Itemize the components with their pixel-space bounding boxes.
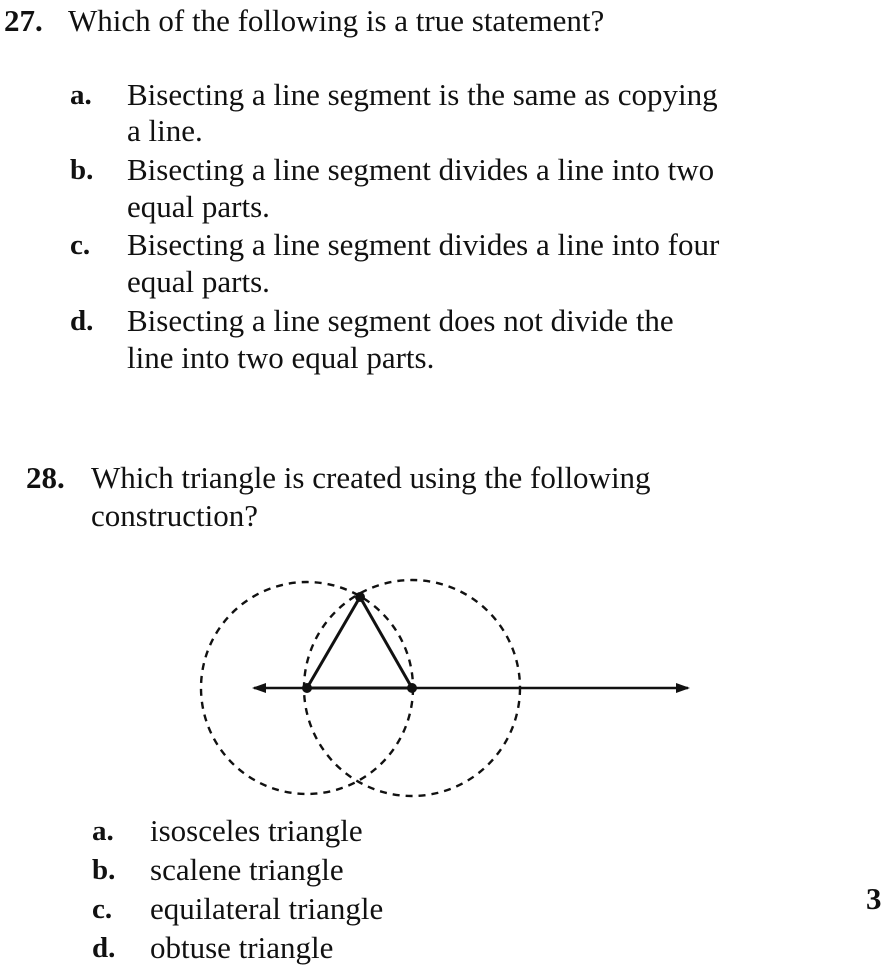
triangle-side-left (307, 597, 360, 688)
option-text-b-line-1: Bisecting a line segment divides a line into two (127, 152, 715, 187)
option-text-c-line-1: Bisecting a line segment divides a line into four (127, 227, 720, 262)
option-letter-d: d. (70, 305, 94, 337)
option-text-a-line-2: a line. (127, 113, 203, 148)
question-prompt-line-1: Which triangle is created using the following (91, 460, 651, 495)
option-text-d-line-2: line into two equal parts. (127, 340, 435, 375)
option-text-b-line-2: equal parts. (127, 189, 270, 224)
option-letter-c: c. (92, 893, 113, 925)
option-text-a-line-1: Bisecting a line segment is the same as copying (127, 77, 718, 112)
option-letter-a: a. (92, 815, 114, 847)
triangle-side-right (360, 597, 412, 688)
option-text-d-line-1: Bisecting a line segment does not divide the (127, 303, 674, 338)
question-number: 28. (26, 460, 65, 495)
vertex-right (407, 683, 417, 693)
option-text-c: equilateral triangle (150, 891, 384, 926)
option-letter-d: d. (92, 932, 116, 964)
option-text-a: isosceles triangle (150, 813, 363, 848)
question-number: 27. (4, 3, 43, 38)
construction-diagram (190, 570, 700, 810)
question-prompt-line-2: construction? (91, 498, 259, 533)
option-letter-b: b. (92, 854, 116, 886)
page-number: 3 (866, 881, 882, 916)
option-text-c-line-2: equal parts. (127, 264, 270, 299)
option-text-d: obtuse triangle (150, 930, 334, 965)
option-letter-c: c. (70, 229, 91, 261)
option-letter-b: b. (70, 154, 94, 186)
question-prompt: Which of the following is a true statement? (68, 3, 605, 38)
option-letter-a: a. (70, 79, 92, 111)
vertex-left (302, 683, 312, 693)
vertex-top (355, 592, 365, 602)
option-text-b: scalene triangle (150, 852, 344, 887)
